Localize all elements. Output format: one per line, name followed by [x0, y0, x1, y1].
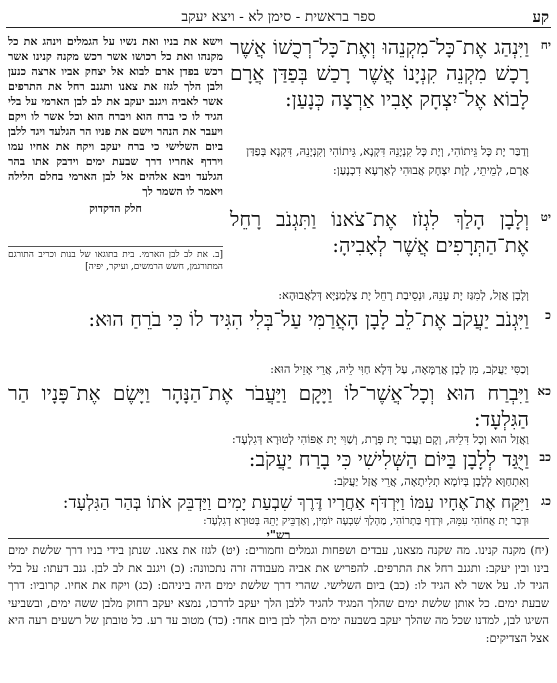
rashi-commentary: (יח) מקנה קנינו. מה שקנה מצאנו, עבדים ושפחות וגמלים וחמורים: (יט) לגזז את צאנו. שנתן בידי בניו דרך שלשת ימים בינו ובין יעקב: ותגנב רחל את התרפים. להפריש את אביה מעבודה זרה נתכוונה: (כ) ויגנב את לב לבן. גנב דעתו: על בלי הגיד לו. על אשר לא הגיד לו: (כב) ביום השלישי. שהרי דרך שלשת ימים היה ביניהם: (כג) ויקח את אחיו. קרוביו: דרך שבעת ימים. כל אותן שלשת ימים שהלך המגיד להגיד ללבן הלך יעקב לדרכו, נמצא יעקב רחוק מלבן ששה ימים, ובשביעי השיגו לבן, למדנו שכל מה שהלך יעקב בשבעה ימים הלך לבן ביום אחד: (כד) מטוב עד רע. כל טובתן של רשעים רעה היא אצל הצדיקים:	[8, 543, 549, 645]
onkelos-text: וְכַסִּי יַעֲקֹב, מִן לָבָן אֲרַמָּאָה, עַל דְּלָא חַוִּי לֵיהּ, אֲרֵי אָזֵיל הוּא:	[270, 362, 529, 376]
verse-number: יט	[540, 210, 551, 224]
verse-number: כג	[541, 494, 551, 508]
verse-number: כ	[545, 308, 551, 322]
page-number: קע	[532, 8, 549, 26]
page-header	[6, 6, 551, 28]
verse-number: יח	[540, 38, 551, 52]
verse-text: וַיִּבְרַח הוּא וְכָל־אֲשֶׁר־לוֹ וַיָּקָם וַיַּעֲבֹר אֶת־הַנָּהָר וַיָּשֶׂם אֶת־פָּנָיו הַר הַגִּלְעָד:	[8, 381, 529, 431]
onkelos-text: וּדְבַר יָת אֲחוֹהִי עִמֵּהּ, וּרְדַף בַּתְרוֹהִי, מַהְלַךְ שִׁבְעָה יוֹמִין, וְאַדְבֵּיק יָתֵהּ בְּטוּרָא דְגִלְעָד:	[203, 515, 529, 527]
onkelos-text: וְאִתְחַוָּא לְלָבָן בְּיוֹמָא תְלִיתָאָה, אֲרֵי אֲזַל יַעֲקֹב:	[333, 474, 529, 488]
rashi-title: רש"י	[266, 528, 291, 542]
onkelos-text: וַאֲזַל הוּא וְכָל דִּלֵיהּ, וְקָם וַעֲבַר יָת פְּרָת, וְשַׁוִּי יָת אַפּוֹהִי לְטוּרָא דְּגִלְעָד:	[231, 432, 529, 446]
verse-text: וַיֻּגַּד לְלָבָן בַּיּוֹם הַשְּׁלִישִׁי כִּי בָרַח יַעֲקֹב:	[248, 447, 529, 471]
inset-text: וישא את בניו ואת נשיו על הגמלים וינהג את כל מקנהו ואת כל רכושו אשר רכש מקנה קנינו אשר רכש בפדן ארם לבוא אל יצחק אביו ארצה כנען ולבן הלך לגזז את צאנו ותגנב רחל את התרפים אשר לאביה ויגנב יעקב את לב לבן הארמי על בלי הגיד לו כי ברח הוא ויברח הוא וכל אשר לו ויקם ויעבר את הנהר וישם את פניו הר הגלעד ויגד ללבן ביום השלישי כי ברח יעקב ויקח את אחיו עמו וירדף אחריו דרך שבעת ימים וידבק אתו בהר הגלעד ויבא אלהים אל לבן הארמי בחלם הלילה ויאמר לו השמר לך	[8, 35, 223, 198]
verse-number: כב	[539, 450, 551, 464]
onkelos-text: וְלָבָן אֲזַל, לְמִגַּז יָת עָנֵהּ, וּנְסֵיבַת רָחֵל יָת צַלְמַנַּיָּא דְּלַאֲבוּהָא:	[278, 288, 529, 302]
verse-text: וַיִּקַּח אֶת־אֶחָיו עִמּוֹ וַיִּרְדֹּף אַחֲרָיו דֶּרֶךְ שִׁבְעַת יָמִים וַיַּדְבֵּק אֹתוֹ בְּהַר הַגִּלְעָד:	[62, 493, 529, 513]
verse-number: כא	[537, 384, 551, 398]
running-title: ספר בראשית - סימן לא - ויצא יעקב	[181, 9, 376, 25]
verse-text: וַיִּגְנֹב יַעֲקֹב אֶת־לֵב לָבָן הָאֲרַמִּי עַל־בְּלִי הִגִּיד לוֹ כִּי בֹרֵחַ הוּא:	[88, 307, 529, 331]
inset-heading: חלק הדקדוק	[89, 202, 142, 215]
onkelos-text: וְדַבַּר יָת כָּל גֵּיתוֹהִי, וְיָת כָּל קִנְיָנֵהּ דִּקְנָא, גֵּיתוֹהִי וְקִנְיָנֵהּ, דִּקְנָא בְּפַדַּן אֲרָם, לְמֵיתֵי, לְוָת יִצְחָק אֲבוּהִי לְאַרְעָא דִכְנָעַן:	[246, 144, 529, 177]
verse-text: וַיִּנְהַג אֶת־כָּל־מִקְנֵהוּ וְאֶת־כָּל־רְכֻשׁוֹ אֲשֶׁר רָכָשׁ מִקְנֵה קִנְיָנוֹ אֲשֶׁר רָכַשׁ בְּפַדַּן אֲרָם לָבוֹא אֶל־יִצְחָק אָבִיו אַרְצָה כְּנָעַן:	[230, 35, 529, 111]
inset-commentary	[8, 34, 223, 216]
inset-note: [ב. את לב לבן הארמי. בית בתוגאו של בנות וכריב התורגם המתורגמן, חשש הרמשים, ועיקר, יפיה]	[8, 246, 223, 273]
verse-text: וְלָבָן הָלַךְ לִגְזֹז אֶת־צֹאנוֹ וַתִּגְנֹב רָחֵל אֶת־הַתְּרָפִים אֲשֶׁר לְאָבִיהָ:	[230, 207, 529, 257]
